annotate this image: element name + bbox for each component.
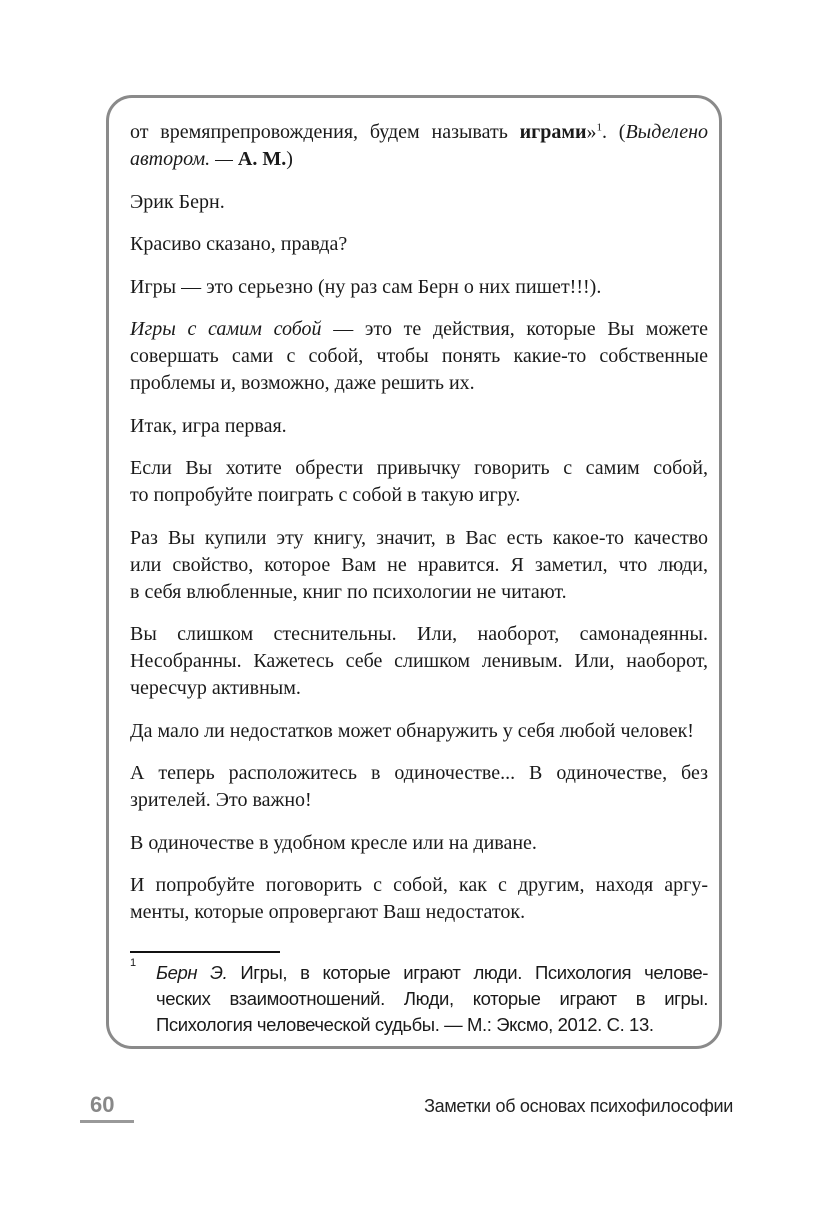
text-run: совершать сами с собой, чтобы понять какие-то собственные — [130, 345, 708, 367]
bold-text: играми — [519, 121, 587, 143]
text-run: зрителей. Это важно! — [130, 789, 312, 811]
paragraph — [130, 830, 708, 857]
text-run: Если Вы хотите обрести привычку говорить с самим собой, — [130, 457, 708, 479]
paragraph — [130, 413, 708, 440]
text-run: Итак, игра первая. — [130, 414, 287, 437]
text-line — [130, 579, 708, 606]
paragraph — [130, 119, 708, 173]
text-run: в себя влюбленные, книг по психологии не читают. — [130, 580, 567, 603]
bold-text: А. М. — [237, 148, 287, 170]
text-line — [130, 552, 708, 579]
text-run: Раз Вы купили эту книгу, значит, в Вас есть какое-то качество — [130, 526, 708, 549]
text-run: от времяпрепровождения, будем называть — [130, 121, 520, 143]
text-run: то попробуйте поиграть с собой в такую игру. — [130, 484, 521, 506]
text-run: И попробуйте поговорить с собой, как с другим, находя аргу- — [130, 874, 708, 896]
body-text — [130, 119, 708, 926]
text-line — [130, 316, 708, 343]
text-line — [130, 343, 708, 370]
text-line — [130, 718, 708, 745]
text-run: Несобранны. Кажетесь себе слишком ленивым. Или, наоборот, — [130, 650, 708, 672]
paragraph — [130, 189, 708, 216]
text-line — [130, 525, 708, 552]
text-run: » — [586, 121, 597, 143]
text-line — [130, 648, 708, 675]
paragraph — [130, 621, 708, 702]
paragraph — [130, 525, 708, 606]
paragraph — [130, 455, 708, 509]
paragraph — [130, 316, 708, 397]
text-line — [130, 274, 708, 301]
italic-text: Выделено — [625, 121, 708, 143]
text-line — [130, 872, 708, 899]
paragraph — [130, 718, 708, 745]
footnote-ref: 1 — [596, 121, 602, 134]
paragraph — [130, 274, 708, 301]
paragraph — [130, 760, 708, 814]
text-line — [130, 760, 708, 787]
text-run: Красиво сказано, правда? — [130, 233, 348, 255]
text-run: чересчур активным. — [130, 677, 301, 699]
text-run: Да мало ли недостатков может обнаружить у себя любой человек! — [130, 719, 694, 742]
text-run: А теперь расположитесь в одиночестве... В одиночестве, без — [130, 762, 708, 784]
text-run: менты, которые опровергают Ваш недостаток. — [130, 901, 526, 923]
text-line — [130, 899, 708, 926]
paragraph — [130, 872, 708, 926]
italic-text: автором. — — [130, 148, 238, 170]
italic-text: Игры с самим собой — [130, 318, 322, 340]
text-run: . ( — [602, 121, 626, 143]
footnote-line: ческих взаимоотношений. Люди, которые играют в игры. — [156, 988, 708, 1009]
running-title: Заметки об основах психофилософии — [424, 1096, 733, 1116]
footnote-text: Игры, в которые играют люди. Психология челове- — [227, 962, 708, 983]
paragraph — [130, 231, 708, 258]
footnote-divider — [130, 951, 280, 953]
text-line — [130, 119, 708, 146]
text-line — [130, 675, 708, 702]
text-line — [130, 413, 708, 440]
page-number-underline — [80, 1120, 134, 1123]
page-number: 60 — [90, 1092, 115, 1117]
text-line — [130, 146, 708, 173]
text-run: Эрик Берн. — [130, 190, 225, 213]
text-line — [130, 189, 708, 216]
text-run: Игры — это серьезно (ну раз сам Берн о них пишет!!!). — [130, 275, 602, 298]
text-run: ) — [286, 148, 293, 170]
footnote-number: 1 — [130, 957, 136, 969]
footnote-author: Берн Э. — [156, 962, 228, 983]
text-run: Вы слишком стеснительны. Или, наоборот, самонадеянны. — [130, 623, 708, 645]
text-run: проблемы и, возможно, даже решить их. — [130, 372, 475, 394]
text-line — [130, 830, 708, 857]
text-line — [130, 370, 708, 397]
footnote-line: Психология человеческой судьбы. — М.: Эксмо, 2012. С. 13. — [156, 1014, 654, 1035]
text-run: или свойство, которое Вам не нравится. Я заметил, что люди, — [130, 553, 708, 576]
text-line — [130, 231, 708, 258]
footnote-line — [156, 960, 708, 986]
text-line — [130, 482, 708, 509]
text-line — [130, 455, 708, 482]
footnote — [130, 957, 708, 1038]
text-line — [130, 787, 708, 814]
text-run: — это те действия, которые Вы можете — [321, 318, 709, 340]
text-run: В одиночестве в удобном кресле или на диване. — [130, 831, 537, 854]
text-line — [130, 621, 708, 648]
